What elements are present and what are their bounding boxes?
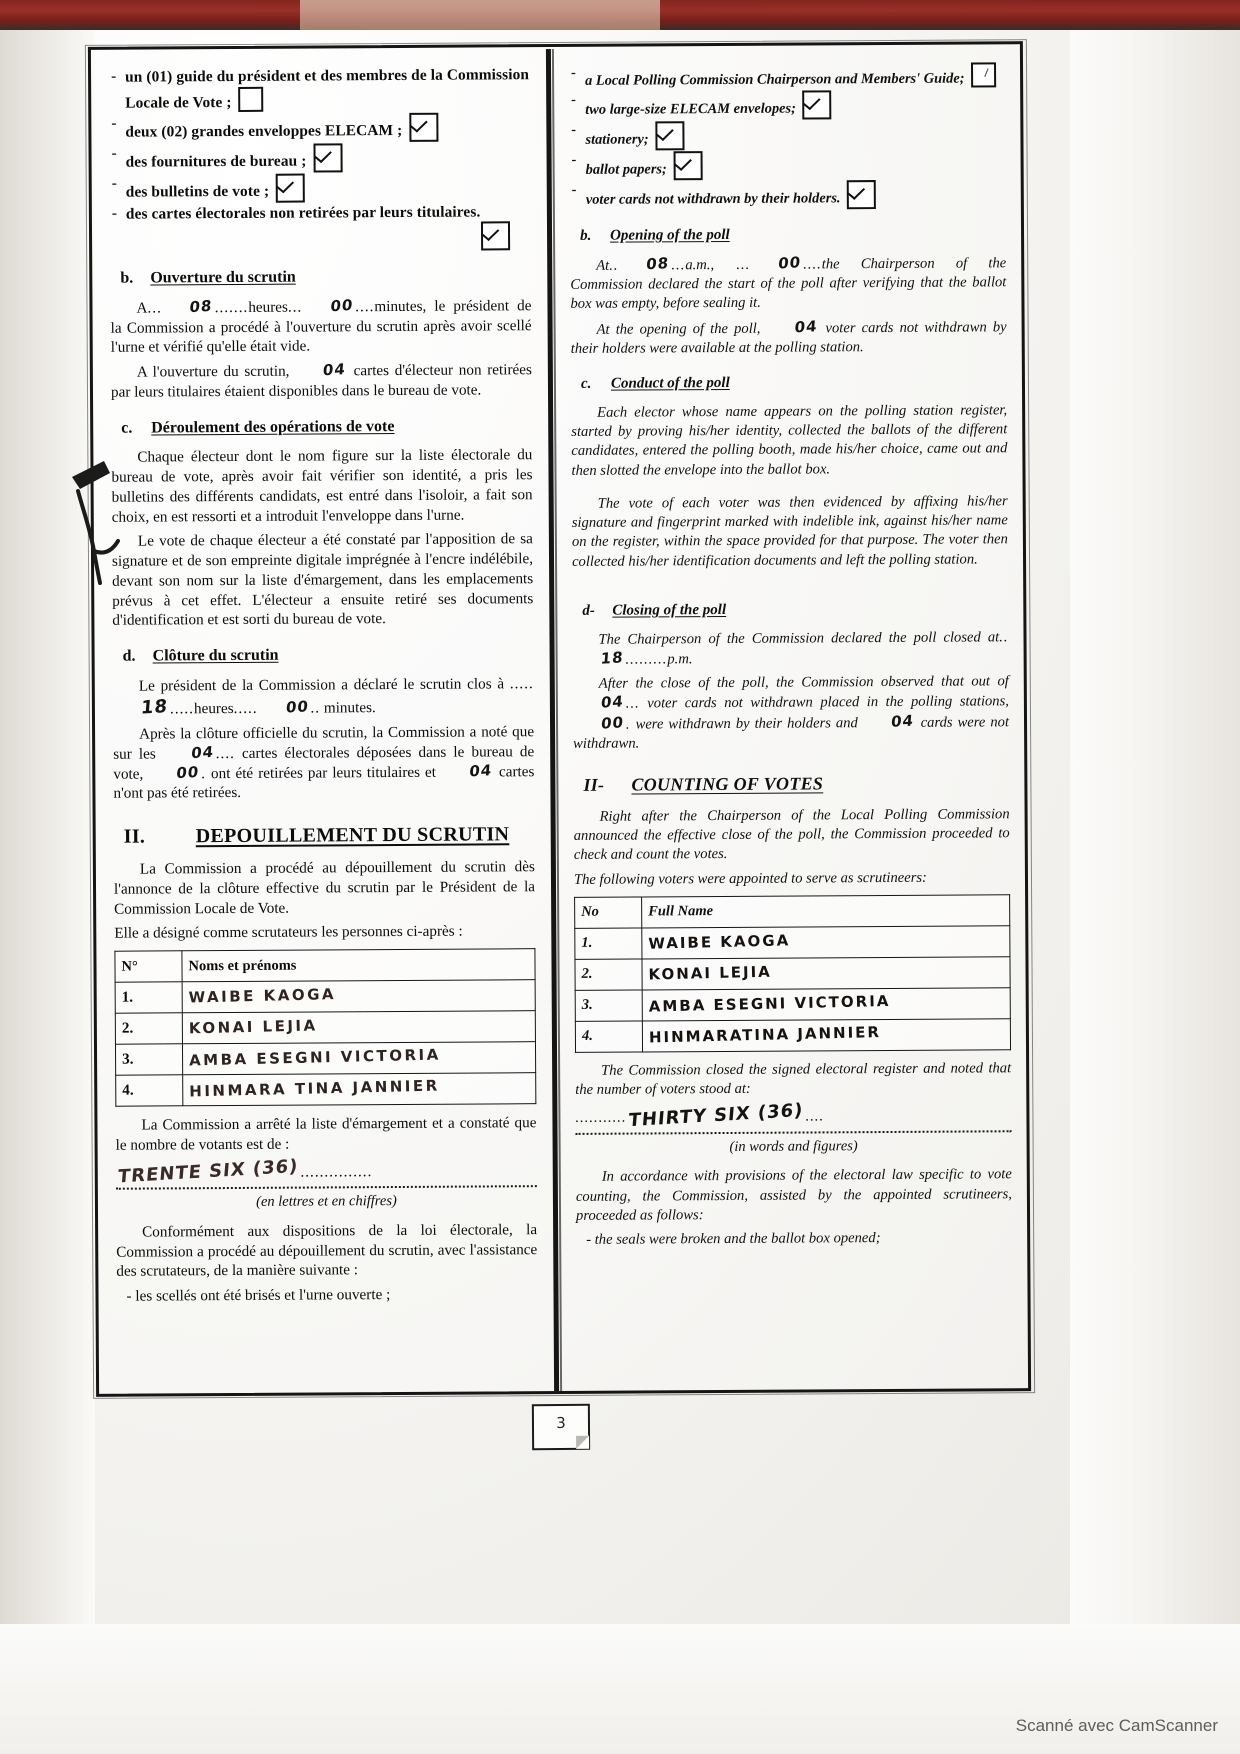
document-frame xyxy=(88,41,1031,1397)
english-conduct-paragraph-2: The vote of each voter was then evidenced by affixing his/her signature and fingerprint marked with indelible ink, against his/her name on the register, within the space provided for that purpose. The voter then collected his/her identification documents and left the polling station. xyxy=(571,493,1008,570)
page-number-value: 3 xyxy=(556,1413,566,1433)
row-name-cell xyxy=(642,1019,1010,1052)
checkbox-envelopes[interactable] xyxy=(409,113,438,142)
english-counting-paragraph-1: Right after the Chairperson of the Local Polling Commission announced the effective close of the poll, the Commission proceeded to check and count the votes. xyxy=(573,806,1010,864)
text-fragment: Après la clôture officielle du scrutin, la Commission a noté que sur les xyxy=(113,723,535,763)
handwritten-cards-not-withdrawn: 04 xyxy=(468,760,493,781)
heading-conduct-of-the-poll xyxy=(571,372,1007,394)
section-title: Déroulement des opérations de vote xyxy=(151,417,395,437)
english-scrutineers-table xyxy=(574,894,1011,1053)
row-name-cell xyxy=(642,988,1010,1021)
material-item-voter-cards xyxy=(110,202,531,225)
heading-ouverture-du-scrutin xyxy=(110,266,531,289)
french-opening-paragraph-1: A... 08.......heures... 00....minutes, le président de la Commission a procédé à l'ouverture du scrutin après avoir scellé l'urne et vérifié qu'elle était vide. xyxy=(110,295,532,357)
row-name-cell xyxy=(642,957,1010,990)
handwritten-opening-minutes: 00 xyxy=(777,252,802,273)
english-column xyxy=(551,44,1028,1254)
row-number: 1. xyxy=(575,928,642,959)
handwritten-cards-total: 04 xyxy=(600,692,625,713)
handwritten-voters-total: THIRTY SIX (36) xyxy=(627,1100,805,1132)
material-label: stationery; xyxy=(585,131,649,148)
section-title: Ouverture du scrutin xyxy=(150,268,296,287)
table-header-row xyxy=(115,949,535,983)
handwritten-scrutineer-name: WAIBE KAOGA xyxy=(188,985,337,1007)
material-label: a Local Polling Commission Chairperson and Members' Guide; xyxy=(585,70,965,89)
handwritten-cards-withdrawn: 00 xyxy=(175,762,200,782)
text-fragment: cartes électorales déposées dans le bureau de vote, xyxy=(113,742,535,783)
text-fragment: cartes d'électeur non retirées par leurs titulaires étaient disponibles dans le bureau de vote. xyxy=(110,361,532,401)
french-voters-count-intro: La Commission a arrêté la liste d'émargement et a constaté que le nombre de votants est de : xyxy=(115,1114,537,1154)
table-row xyxy=(115,980,535,1014)
text-fragment: minutes. xyxy=(323,698,376,717)
handwritten-scrutineer-name: KONAI LEJIA xyxy=(188,1016,318,1038)
column-header-name: Noms et prénoms xyxy=(182,949,535,982)
text-fragment: were withdrawn by their holders and xyxy=(635,714,858,733)
photo-background-strip xyxy=(0,0,1240,30)
english-opening-paragraph-1: At.. 08...a.m., ... 00....the Chairperson of the Commission declared the start of the poll after verifying that the ballot box was empty, before sealing it. xyxy=(570,252,1007,313)
handwritten-voters-total: TRENTE SIX (36) xyxy=(117,1155,300,1188)
french-scrutineers-intro: Elle a désigné comme scrutateurs les personnes ci-après : xyxy=(114,922,463,943)
section-title: DEPOUILLEMENT DU SCRUTIN xyxy=(195,823,510,848)
row-number: 3. xyxy=(115,1044,182,1075)
handwritten-scrutineer-name: AMBA ESEGNI VICTORIA xyxy=(188,1045,441,1070)
heading-cloture-du-scrutin xyxy=(113,644,534,667)
heading-closing-of-the-poll xyxy=(572,599,1008,621)
french-scrutineers-table xyxy=(114,948,536,1107)
english-opening-paragraph-2 xyxy=(571,317,1007,359)
row-name-cell xyxy=(183,1073,536,1106)
table-header-row xyxy=(575,895,1010,929)
material-label: deux (02) grandes enveloppes ELECAM ; xyxy=(125,121,403,141)
handwritten-closing-minutes: 00 xyxy=(284,696,310,717)
handwritten-scrutineer-name: WAIBE KAOGA xyxy=(648,931,791,953)
row-number: 3. xyxy=(575,990,642,1021)
material-item-stationery xyxy=(569,119,1005,151)
row-name-cell xyxy=(182,1011,535,1044)
text-fragment: Le président de la Commission a déclaré le scrutin clos à xyxy=(138,675,505,695)
row-number: 4. xyxy=(116,1075,183,1106)
handwritten-cards-withdrawn: 00 xyxy=(600,712,625,733)
table-row xyxy=(575,988,1010,1022)
english-voters-count-intro: The Commission closed the signed electoral register and noted that the number of voters stood at: xyxy=(575,1060,1012,1099)
section-letter: b. xyxy=(580,227,592,244)
french-counting-paragraph-1: La Commission a procédé au dépouillement du scrutin dès l'annonce de la clôture effective du scrutin par le Président de la Commission Locale de Vote. xyxy=(113,858,536,918)
checkbox-voter-cards[interactable] xyxy=(847,180,876,209)
text-fragment: cards were not withdrawn. xyxy=(573,713,1010,752)
text-fragment: voter cards not withdrawn by their holders were available at the polling station. xyxy=(570,318,1007,357)
scanner-watermark: Scanné avec CamScanner xyxy=(1015,1716,1218,1735)
material-item-ballots xyxy=(110,172,531,204)
french-closing-paragraph-2: Après la clôture officielle du scrutin, la Commission a noté que sur les 04.... cartes électorales déposées dans le bureau de vote, 00. ont été retirées par leurs titulaires et 04 cartes n'ont pas été retirées. xyxy=(113,723,535,803)
row-name-cell xyxy=(182,1042,535,1075)
table-row xyxy=(575,926,1010,960)
table-row xyxy=(575,957,1010,991)
english-scrutineers-intro: The following voters were appointed to serve as scrutineers: xyxy=(573,869,927,888)
handwritten-scrutineer-name: KONAI LEJIA xyxy=(648,962,772,984)
heading-counting-of-votes xyxy=(573,771,1009,797)
table-row xyxy=(575,1019,1010,1053)
text-fragment: cartes n'ont pas été retirées. xyxy=(113,762,535,803)
handwritten-closing-hours: 18 xyxy=(140,695,169,719)
handwritten-opening-hours: 08 xyxy=(645,253,671,274)
column-header-no: No xyxy=(575,897,642,928)
text-fragment: A xyxy=(136,299,148,317)
material-label: des cartes électorales non retirées par leurs titulaires. xyxy=(125,203,481,223)
checkbox-ballots[interactable] xyxy=(276,174,305,203)
french-procedure-bullet-1: - les scellés ont été brisés et l'urne ouverte ; xyxy=(126,1286,391,1305)
checkbox-stationery[interactable] xyxy=(655,121,684,150)
handwritten-cards-total: 04 xyxy=(190,742,215,763)
french-conduct-paragraph-1: Chaque électeur dont le nom figure sur la liste électorale du bureau de vote, après avoir fait vérifier son identité, a pris les bulletins des différents candidats, est entré dans l'isoloir, a fait son choix, en est ressorti et a introduit l'enveloppe dans l'urne. xyxy=(111,446,533,526)
french-opening-paragraph-2 xyxy=(111,360,532,402)
handwritten-cards-not-withdrawn: 04 xyxy=(890,711,915,731)
table-row xyxy=(115,1042,535,1076)
handwritten-scrutineer-name: HINMARA TINA JANNIER xyxy=(189,1076,440,1101)
section-letter: d- xyxy=(582,602,595,619)
material-label: ballot papers; xyxy=(585,161,667,178)
handwritten-scrutineer-name: HINMARATINA JANNIER xyxy=(648,1022,882,1047)
caption-in-words-figures: (in words and figures) xyxy=(729,1138,858,1156)
section-title: Clôture du scrutin xyxy=(152,646,279,665)
checkbox-ballots[interactable] xyxy=(673,151,702,180)
heading-depouillement xyxy=(114,821,535,850)
material-item-voter-cards xyxy=(570,179,1006,211)
checkbox-stationery[interactable] xyxy=(313,143,342,172)
material-item-stationery xyxy=(109,142,530,174)
section-letter: c. xyxy=(121,419,133,437)
heading-opening-of-the-poll xyxy=(570,224,1006,246)
text-fragment: ont été retirées par leurs titulaires et xyxy=(210,763,437,782)
material-item-envelopes xyxy=(569,89,1005,121)
checkbox-envelopes[interactable] xyxy=(802,90,831,119)
checkbox-voter-cards[interactable] xyxy=(481,221,510,250)
checkbox-guide[interactable] xyxy=(238,87,263,112)
english-voters-count-line: ...........THIRTY SIX (36).... xyxy=(575,1100,825,1132)
french-closing-paragraph-1: Le président de la Commission a déclaré le scrutin clos à .....18.....heures..... 00.. minutes. xyxy=(113,674,534,720)
row-name-cell xyxy=(642,926,1010,959)
page-number-tag xyxy=(532,1404,590,1450)
material-label: un (01) guide du président et des membres de la Commission Locale de Vote ; xyxy=(125,66,530,112)
text-fragment: minutes, le président de la Commission a procédé à l'ouverture du scrutin après avoir scellé l'urne et vérifié qu'elle était vide. xyxy=(110,297,532,357)
heading-deroulement-operations xyxy=(111,416,532,439)
row-number: 2. xyxy=(115,1013,182,1044)
material-item-envelopes xyxy=(109,112,530,144)
handwritten-opening-hours: 08 xyxy=(189,296,214,317)
text-fragment: voter cards not withdrawn placed in the polling stations, xyxy=(647,693,1009,712)
english-closing-paragraph-1: The Chairperson of the Commission declared the poll closed at..18.........p.m. xyxy=(572,628,1008,670)
section-letter: c. xyxy=(580,375,592,392)
row-number: 4. xyxy=(575,1021,642,1052)
section-title: COUNTING OF VOTES xyxy=(631,773,824,795)
column-header-name: Full Name xyxy=(642,895,1010,928)
text-fragment: heures xyxy=(248,298,288,316)
text-fragment: At xyxy=(596,257,610,274)
section-letter: b. xyxy=(120,269,134,287)
material-item-guide xyxy=(569,62,1005,91)
row-number: 2. xyxy=(575,959,642,990)
column-header-no: N° xyxy=(115,951,182,982)
french-conduct-paragraph-2: Le vote de chaque électeur a été constaté par l'apposition de sa signature et de son empreinte digitale imprégnée à l'encre indélébile, devant son nom sur la liste d'émargement, dans les emplacements prévus à cet effet. L'électeur a ensuite retiré ses documents d'identification et est sorti du bureau de vote. xyxy=(111,530,534,630)
text-fragment: A l'ouverture du scrutin, xyxy=(136,362,290,381)
material-label: voter cards not withdrawn by their holders. xyxy=(585,190,841,208)
text-fragment: a.m., xyxy=(685,256,715,274)
handwritten-cards-available: 04 xyxy=(322,360,347,380)
table-row xyxy=(116,1073,536,1107)
english-materials-list xyxy=(569,62,1006,211)
material-label: des fournitures de bureau ; xyxy=(125,152,307,171)
handwritten-closing-hours: 18 xyxy=(599,648,625,668)
handwritten-scrutineer-name: AMBA ESEGNI VICTORIA xyxy=(648,991,891,1016)
page-right-shadow xyxy=(1070,30,1240,1650)
text-fragment: the Chairperson of the Commission declared the start of the poll after verifying that the ballot box was empty, before sealing it. xyxy=(570,255,1007,313)
english-closing-paragraph-2: After the close of the poll, the Commission observed that out of 04... voter cards not withdrawn placed in the polling stations, 00. were withdrawn by their holders and 04 cards were not withdrawn. xyxy=(573,673,1010,752)
row-number: 1. xyxy=(115,982,182,1013)
row-name-cell xyxy=(182,980,535,1013)
page-left-shadow xyxy=(0,30,95,1630)
section-number: II. xyxy=(123,825,146,848)
caption-in-words-figures: (en lettres et en chiffres) xyxy=(256,1192,397,1210)
material-item-ballots xyxy=(570,149,1006,181)
french-column xyxy=(91,47,554,1311)
section-title: Opening of the poll xyxy=(609,226,730,244)
handwritten-cards-available: 04 xyxy=(793,316,819,337)
text-fragment: The Chairperson of the Commission declared the poll closed at xyxy=(598,628,1000,648)
material-label: des bulletins de vote ; xyxy=(125,182,270,201)
section-letter: d. xyxy=(122,647,136,665)
material-item-guide xyxy=(109,65,530,114)
section-number: II- xyxy=(583,774,605,796)
text-fragment: After the close of the poll, the Commission observed that out of xyxy=(598,673,1009,692)
text-fragment: p.m. xyxy=(667,651,693,668)
french-counting-procedure: Conformément aux dispositions de la loi électorale, la Commission a procédé au dépouillement du scrutin, avec l'assistance des scrutateurs, de la manière suivante : xyxy=(116,1220,538,1281)
english-procedure-bullet-1: - the seals were broken and the ballot box opened; xyxy=(586,1230,881,1248)
checkbox-voter-cards-row xyxy=(110,221,531,253)
table-row xyxy=(115,1011,535,1045)
material-label: two large-size ELECAM envelopes; xyxy=(585,100,796,118)
english-conduct-paragraph-1: Each elector whose name appears on the polling station register, started by proving his/her identity, collected the ballots of the different candidates, entered the polling booth, made his/her choice, came out and then slotted the envelope into the ballot box. xyxy=(571,402,1008,479)
english-counting-procedure: In accordance with provisions of the electoral law specific to vote counting, the Commission, assisted by the appointed scrutineers, proceeded as follows: xyxy=(575,1166,1012,1224)
text-fragment: At the opening of the poll, xyxy=(596,320,761,338)
checkbox-guide[interactable] xyxy=(971,62,996,87)
french-materials-list xyxy=(109,65,531,225)
section-title: Conduct of the poll xyxy=(610,375,730,392)
section-title: Closing of the poll xyxy=(612,601,727,619)
handwritten-opening-minutes: 00 xyxy=(329,295,354,316)
french-voters-count-line: TRENTE SIX (36)............... xyxy=(116,1158,537,1184)
text-fragment: heures xyxy=(193,699,234,717)
